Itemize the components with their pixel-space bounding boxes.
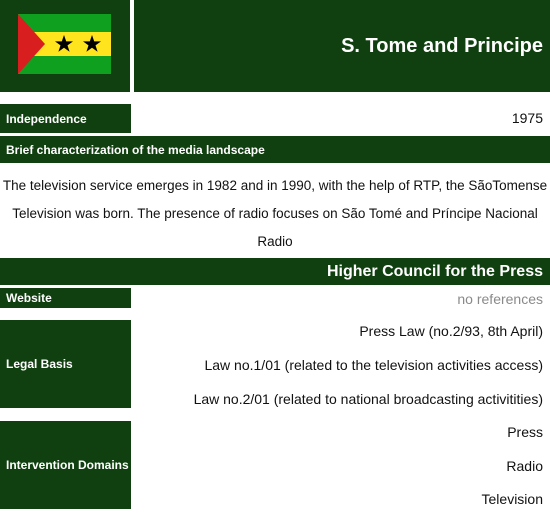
intervention-domain-item: Television: [481, 491, 543, 507]
independence-value: 1975: [511, 110, 543, 126]
intervention-domain-item: Radio: [506, 458, 543, 474]
page-title: S. Tome and Principe: [134, 0, 550, 92]
intervention-domains-label: Intervention Domains: [0, 421, 131, 509]
legal-basis-item: Law no.2/01 (related to national broadcasting activitities): [193, 391, 543, 407]
intervention-domain-item: Press: [507, 424, 543, 440]
sao-tome-and-principe-flag-icon: [18, 14, 111, 74]
legal-basis-item: Law no.1/01 (related to the television activities access): [204, 357, 543, 373]
website-value: no references: [457, 291, 543, 307]
flag-panel: [0, 0, 130, 92]
legal-basis-item: Press Law (no.2/93, 8th April): [359, 323, 543, 339]
council-header: Higher Council for the Press: [0, 258, 550, 285]
media-landscape-header: Brief characterization of the media landscape: [0, 136, 550, 163]
legal-basis-label: Legal Basis: [0, 320, 131, 408]
website-label: Website: [0, 288, 131, 308]
media-line: Television was born. The presence of radio focuses on São Tomé and Príncipe Nacional Radio: [12, 206, 538, 249]
independence-label: Independence: [0, 104, 131, 133]
media-line: The television service emerges in 1982 and in 1990, with the help of RTP, the SãoTomense: [2, 178, 548, 193]
